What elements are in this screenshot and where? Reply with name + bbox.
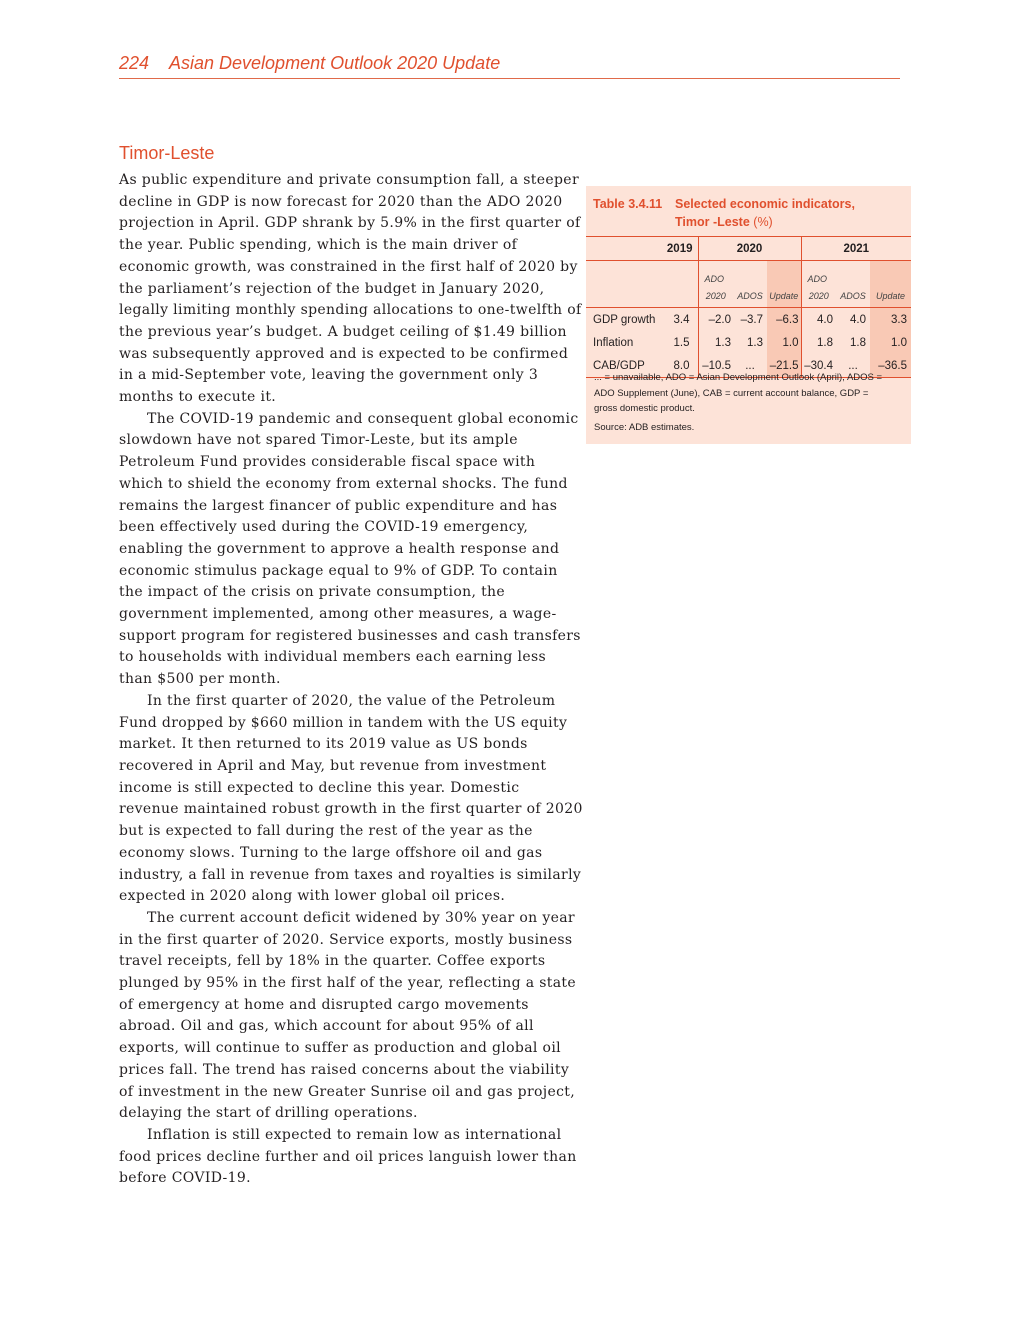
table-cell: 1.3	[698, 331, 733, 354]
table-cell: 1.8	[850, 336, 866, 349]
sub-col-2: ADOS	[737, 290, 763, 301]
year-2021: 2021	[801, 237, 911, 261]
table-cell: 3.3	[870, 308, 911, 332]
sub-ado-2021: ADO	[801, 261, 836, 285]
sub-col-5: ADOS	[840, 290, 866, 301]
year-2020: 2020	[698, 237, 801, 261]
section-title: Timor-Leste	[119, 143, 215, 163]
paragraph-5: Inflation is still expected to remain low as international food prices decline further and oil prices languish lower than before COVID-19.	[119, 1126, 577, 1187]
table-title-line1: Selected economic indicators,	[675, 197, 855, 211]
table-cell: –2.0	[698, 308, 733, 332]
table-cell: 1.5	[673, 336, 690, 349]
table-cell: –36.5	[870, 354, 911, 378]
table-abbreviations: ... = unavailable, ADO = Asian Development Outlook (April), ADOS = ADO Supplement (June), CAB = current account balance, GDP = gross domestic product.	[594, 372, 883, 414]
table-cell: 3.4	[673, 313, 690, 326]
row-label: GDP growth	[593, 313, 656, 326]
table-notes	[594, 370, 894, 435]
row-label: CAB/GDP	[593, 359, 645, 372]
subheader-row-1	[586, 261, 911, 285]
sub-col-6: Update	[870, 284, 911, 308]
table-cell: –21.5	[767, 354, 801, 378]
page-number: 224	[119, 53, 150, 73]
paragraph-4: The current account deficit widened by 30% year on year in the first quarter of 2020. Service exports, mostly business travel receipts, fell by 18% in the quarter. Coffee exports plunged by 95% in the first half of the year, reflecting a state of emergency at home and disrupted cargo movements abroad. Oil and gas, which account for about 95% of all exports, will continue to suffer as production and global oil prices fall. The trend has raised concerns about the viability of investment in the new Greater Sunrise oil and gas project, delaying the start of drilling operations.	[119, 909, 577, 1122]
table-unit: (%)	[753, 215, 773, 229]
table-cell: 4.0	[801, 308, 836, 332]
table-number: Table 3.4.11	[593, 197, 663, 211]
table-cell: –10.5	[698, 354, 733, 378]
running-header	[119, 52, 900, 79]
paragraph-2: The COVID-19 pandemic and consequent global economic slowdown have not spared Timor-Leste, but its ample Petroleum Fund provides considerable fiscal space with which to shield the economy from external shocks. The fund remains the largest financer of public expenditure and has been effectively used during the COVID-19 emergency, enabling the government to approve a health response and economic stimulus package equal to 9% of GDP. To contain the impact of the crisis on private consumption, the government implemented, among other measures, a wage-support program for registered businesses and cash transfers to households with individual members each earning less than $500 per month.	[119, 410, 581, 688]
paragraph-1: As public expenditure and private consumption fall, a steeper decline in GDP is now forecast for 2020 than the ADO 2020 projection in April. GDP shrank by 5.9% in the first quarter of the year. Public spending, which is the main driver of economic growth, was constrained in the first half of 2020 by the parliament’s rejection of the budget in January 2020, legally limiting monthly spending allocations to one-twelfth of the previous year’s budget. A budget ceiling of $1.49 billion was subsequently approved and is expected to be confirmed in a mid-September vote, leaving the government only 3 months to execute it.	[119, 172, 582, 406]
sub-col-4: 2020	[801, 284, 836, 308]
row-label: Inflation	[593, 336, 634, 349]
table-cell: –30.4	[801, 354, 836, 378]
subheader-row-2	[586, 284, 911, 308]
table-caption	[593, 195, 855, 231]
table-cell: ...	[745, 359, 755, 372]
table-cell: 1.0	[767, 331, 801, 354]
table-source: Source: ADB estimates.	[594, 421, 695, 433]
table-cell: 1.0	[870, 331, 911, 354]
table-cell: 1.8	[801, 331, 836, 354]
table-cell: 8.0	[673, 359, 690, 372]
sub-col-1: 2020	[698, 284, 733, 308]
table-cell: –3.7	[740, 313, 763, 326]
sub-ado-2020: ADO	[698, 261, 733, 285]
table-cell: –6.3	[767, 308, 801, 332]
sub-col-3: Update	[767, 284, 801, 308]
table-row-gdp-growth	[586, 308, 911, 332]
year-header-row	[586, 237, 911, 261]
table-title-line2: Timor -Leste	[675, 215, 750, 229]
indicators-table-box	[586, 186, 911, 444]
body-text	[119, 170, 583, 1190]
table-row-inflation	[586, 331, 911, 354]
publication-title: Asian Development Outlook 2020 Update	[169, 53, 501, 73]
year-2019: 2019	[666, 242, 693, 255]
table-cell: 1.3	[747, 336, 763, 349]
table-cell: 4.0	[850, 313, 866, 326]
table-cell: ...	[848, 359, 858, 372]
indicators-table	[586, 236, 911, 378]
paragraph-3: In the first quarter of 2020, the value of the Petroleum Fund dropped by $660 million in tandem with the US equity market. It then returned to its 2019 value as US bonds recovered in April and May, but revenue from investment income is still expected to decline this year. Domestic revenue maintained robust growth in the first quarter of 2020 but is expected to fall during the rest of the year as the economy slows. Turning to the large offshore oil and gas industry, a fall in revenue from taxes and royalties is similarly expected in 2020 along with lower global oil prices.	[119, 692, 583, 905]
